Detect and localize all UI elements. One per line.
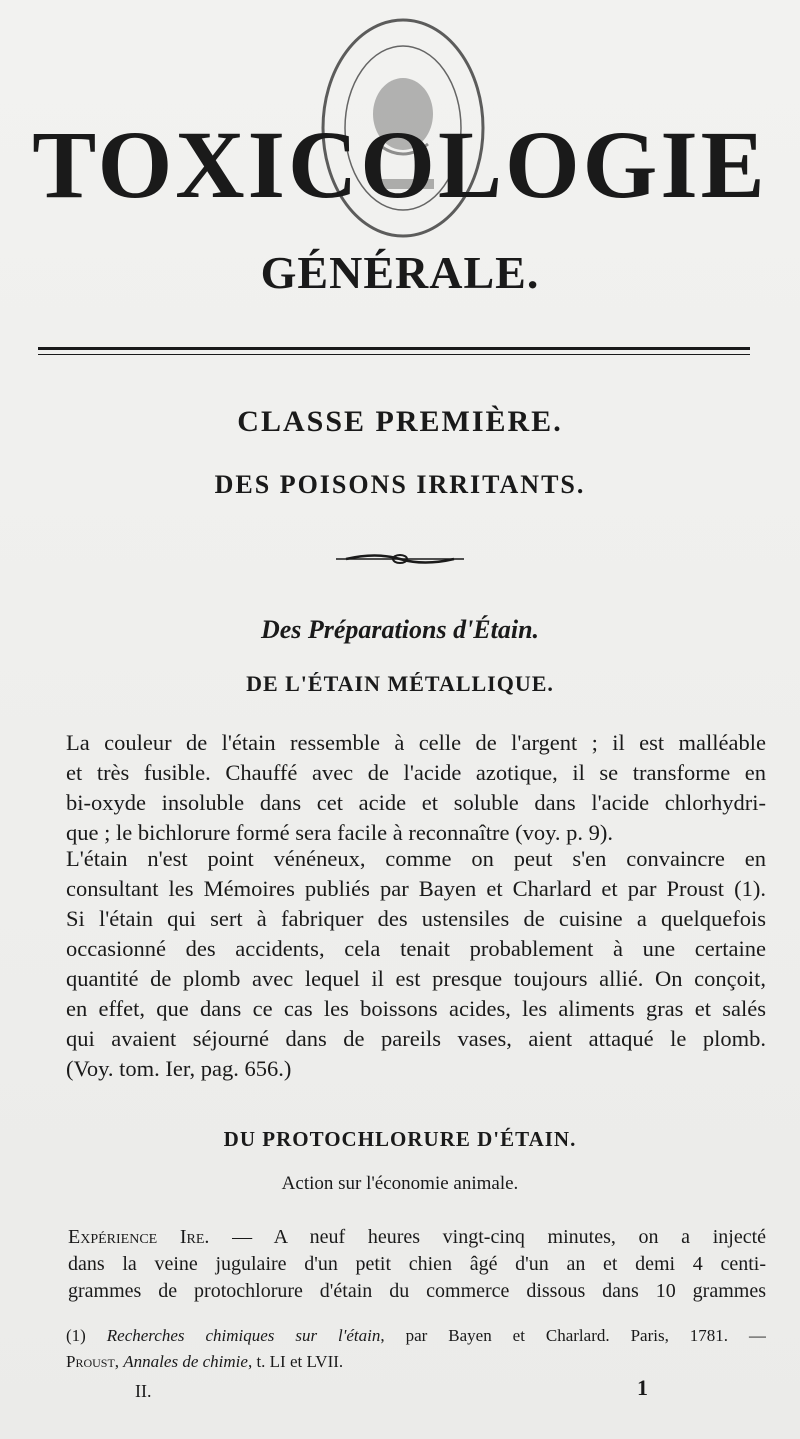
footnote-journal: Annales de chimie — [123, 1352, 248, 1371]
text-line: que ; le bichlorure formé sera facile à reconnaître (voy. p. 9). — [66, 820, 614, 845]
experiment-text: — A neuf heures vingt-cinq minutes, on a injecté — [209, 1226, 766, 1248]
text-line: La couleur de l'étain ressemble à celle de l'argent ; il est malléable — [66, 730, 766, 755]
text-line: qui avaient séjourné dans de pareils vases, aient attaqué le plomb. — [66, 1026, 766, 1051]
experiment-paragraph — [68, 1224, 766, 1305]
page-number: 1 — [637, 1375, 648, 1400]
text-line: L'étain n'est point vénéneux, comme on peut s'en convaincre en — [66, 846, 766, 871]
text-line: en effet, que dans ce cas les boissons acides, les aliments gras et salés — [66, 996, 766, 1021]
action-heading: Action sur l'économie animale. — [281, 1173, 519, 1194]
experiment-number: Ire. — [179, 1226, 210, 1248]
experiment-label: Expérience — [68, 1226, 158, 1248]
class-heading: CLASSE PREMIÈRE. — [237, 405, 563, 438]
footnote-separator: , — [114, 1352, 124, 1371]
text-line: (Voy. tom. Ier, pag. 656.) — [66, 1056, 292, 1081]
ornament-divider-icon — [336, 552, 464, 566]
text-line: consultant les Mémoires publiés par Bayen et Charlard et par Proust (1). — [66, 876, 766, 901]
footnote-line — [66, 1349, 766, 1375]
experiment-line: grammes de protochlorure d'étain du commerce dissous dans 10 grammes — [68, 1280, 766, 1302]
footnote-line — [66, 1323, 766, 1349]
text-line: bi-oxyde insoluble dans cet acide et soluble dans l'acide chlorhydri- — [66, 790, 766, 815]
title-rule-thick — [38, 347, 750, 350]
subsection-heading-metal: DE L'ÉTAIN MÉTALLIQUE. — [246, 671, 554, 696]
paragraph-metal-properties — [66, 728, 766, 848]
paragraph-toxicity — [66, 844, 766, 1084]
footnote — [66, 1323, 766, 1375]
signature-mark: II. — [135, 1381, 152, 1401]
subsection-heading-protochloride: DU PROTOCHLORURE D'ÉTAIN. — [223, 1127, 577, 1151]
section-heading: Des Préparations d'Étain. — [260, 615, 540, 644]
footnote-marker: (1) — [66, 1326, 107, 1345]
page-title: TOXICOLOGIE — [32, 111, 768, 218]
footnote-work-title: Recherches chimiques sur l'étain — [106, 1326, 381, 1345]
footnote-author: Proust — [66, 1352, 115, 1371]
text-line: quantité de plomb avec lequel il est presque toujours allié. On conçoit, — [66, 966, 766, 991]
page-subtitle: GÉNÉRALE. — [260, 247, 540, 298]
experiment-line — [68, 1224, 766, 1251]
footnote-volumes: , t. LI et LVII. — [247, 1352, 344, 1371]
text-line: occasionné des accidents, cela tenait probablement à une certaine — [66, 936, 766, 961]
text-line: Si l'étain qui sert à fabriquer des ustensiles de cuisine a quelquefois — [66, 906, 766, 931]
category-heading: DES POISONS IRRITANTS. — [214, 470, 586, 499]
text-line: et très fusible. Chauffé avec de l'acide azotique, il se transforme en — [66, 760, 766, 785]
footnote-text: , par Bayen et Charlard. Paris, 1781. — — [380, 1326, 766, 1345]
title-rule-thin — [38, 354, 750, 355]
experiment-line: dans la veine jugulaire d'un petit chien âgé d'un an et demi 4 centi- — [68, 1253, 766, 1275]
